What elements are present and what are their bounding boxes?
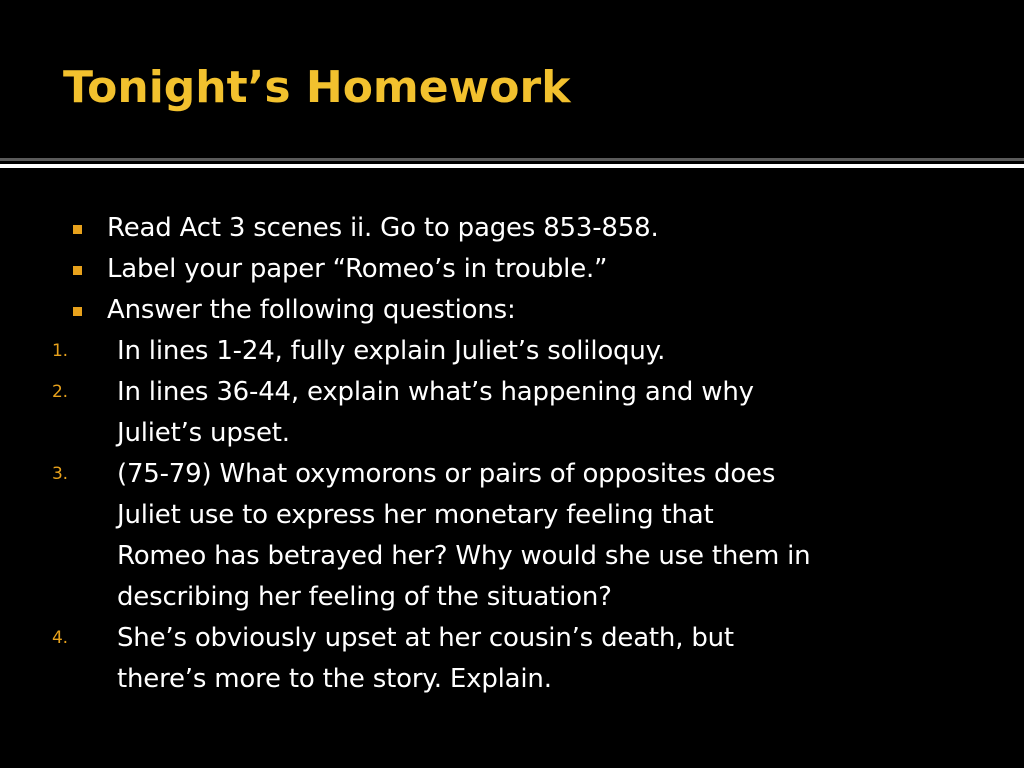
question-number: 2. xyxy=(52,382,68,402)
bullet-item xyxy=(73,290,973,331)
question-list xyxy=(52,331,982,700)
square-bullet-icon xyxy=(73,307,82,316)
bullet-text: Read Act 3 scenes ii. Go to pages 853-858. xyxy=(107,213,659,243)
question-number: 1. xyxy=(52,341,68,361)
bullet-text: Label your paper “Romeo’s in trouble.” xyxy=(107,254,608,284)
question-item xyxy=(52,454,982,618)
question-item xyxy=(52,618,982,700)
question-number: 3. xyxy=(52,464,68,484)
bullet-list xyxy=(73,208,973,331)
square-bullet-icon xyxy=(73,225,82,234)
square-bullet-icon xyxy=(73,266,82,275)
question-item xyxy=(52,331,982,372)
bullet-text: Answer the following questions: xyxy=(107,295,516,325)
question-item xyxy=(52,372,982,454)
bullet-item xyxy=(73,208,973,249)
title-band xyxy=(0,0,1024,158)
slide-content xyxy=(0,168,1024,768)
question-text: She’s obviously upset at her cousin’s death, but there’s more to the story. Explain. xyxy=(117,623,734,694)
question-text: In lines 36-44, explain what’s happening and why Juliet’s upset. xyxy=(117,377,754,448)
question-text: In lines 1-24, fully explain Juliet’s soliloquy. xyxy=(117,336,666,366)
bullet-item xyxy=(73,249,973,290)
question-number: 4. xyxy=(52,628,68,648)
slide-title: Tonight’s Homework xyxy=(63,62,571,113)
question-text: (75-79) What oxymorons or pairs of opposites does Juliet use to express her monetary feeling that Romeo has betrayed her? Why would she use them in describing her feeling of the situation? xyxy=(117,459,811,612)
